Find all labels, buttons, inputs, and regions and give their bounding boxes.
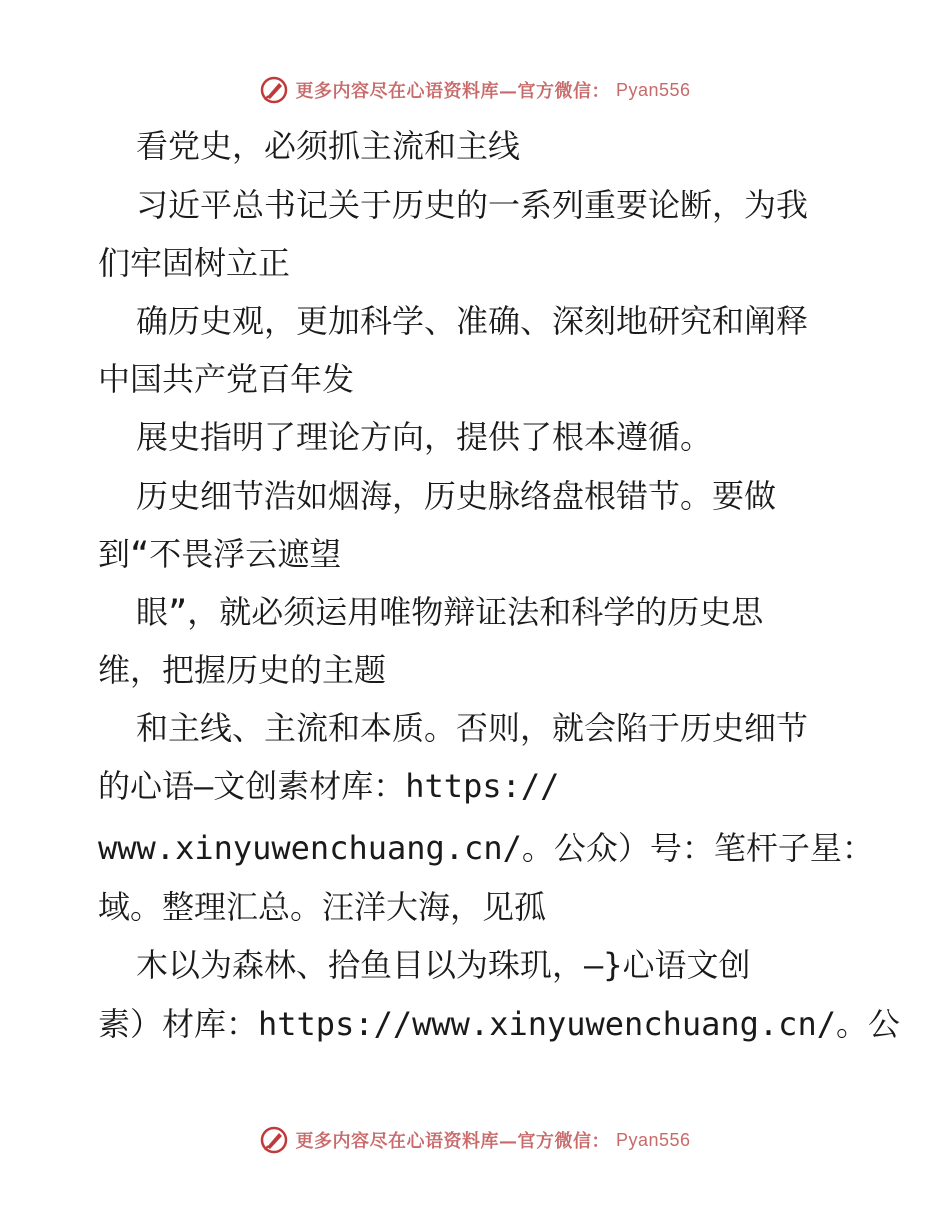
body-line: 习近平总书记关于历史的一系列重要论断，为我 <box>136 186 809 224</box>
header-watermark-text: 更多内容尽在心语资料库—官方微信： <box>295 81 610 102</box>
footer-watermark-text: 更多内容尽在心语资料库—官方微信： <box>295 1131 610 1152</box>
footer-watermark <box>0 1122 950 1158</box>
body-line: 维，把握历史的主题 <box>98 651 387 689</box>
body-line: 们牢固树立正 <box>98 244 291 282</box>
quill-pen-logo-icon <box>259 1125 289 1155</box>
body-line: 域。整理汇总。汪洋大海，见孤 <box>98 888 547 926</box>
body-line: 看党史，必须抓主流和主线 <box>136 127 521 165</box>
body-line: 展史指明了理论方向，提供了根本遵循。 <box>136 418 713 456</box>
quill-pen-logo-icon <box>259 75 289 105</box>
header-wechat-id: Pyan556 <box>615 79 691 100</box>
body-line: 确历史观，更加科学、准确、深刻地研究和阐释 <box>136 302 809 340</box>
footer-wechat-id: Pyan556 <box>615 1129 691 1150</box>
body-line: 素）材库：https://www.xinyuwenchuang.cn/。公 <box>98 1005 900 1043</box>
body-line: 中国共产党百年发 <box>98 360 355 398</box>
body-line: 的心语—文创素材库：https:// <box>98 767 560 805</box>
body-line: 到“不畏浮云遮望 <box>98 535 342 573</box>
body-line: 和主线、主流和本质。否则，就会陷于历史细节 <box>136 709 809 747</box>
header-watermark <box>0 72 950 108</box>
body-line: 眼”，就必须运用唯物辩证法和科学的历史思 <box>136 593 764 631</box>
body-line: 历史细节浩如烟海，历史脉络盘根错节。要做 <box>136 477 777 515</box>
body-line: 木以为森林、拾鱼目以为珠玑，—}心语文创 <box>136 946 751 984</box>
body-line: www.xinyuwenchuang.cn/。公众）号：笔杆子星： <box>98 829 874 867</box>
